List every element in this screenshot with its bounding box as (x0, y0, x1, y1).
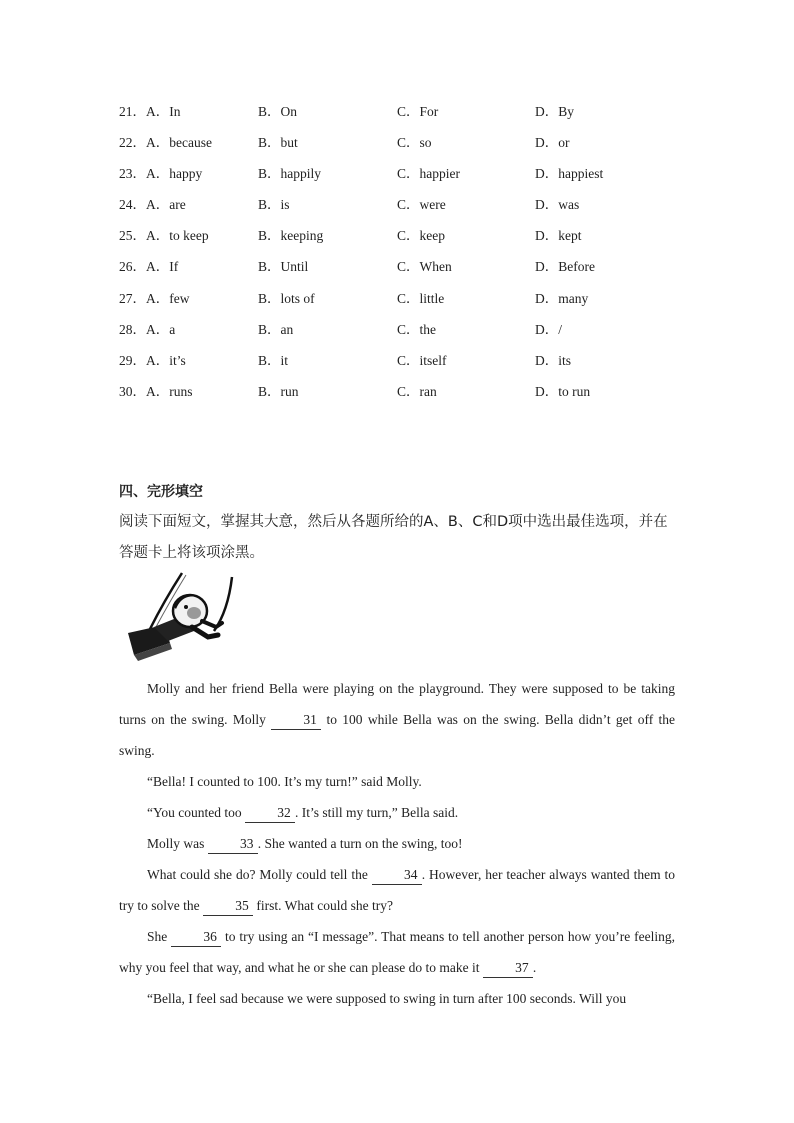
passage-paragraph: “You counted too 32 . It’s still my turn,” Bella said. (119, 797, 675, 828)
option-b: B．it (258, 352, 289, 368)
option-a: 25．A．to keep (119, 228, 209, 244)
options-table (119, 102, 679, 413)
blank-35[interactable]: 35 (203, 897, 253, 916)
passage-paragraph: She 36 to try using an “I message”. That means to tell another person how you’re feeling, why you feel that way, and what he or she can please do to make it 37 . (119, 921, 675, 983)
option-c: C．For (397, 104, 439, 119)
blank-32[interactable]: 32 (245, 804, 295, 823)
section-instruction: 阅读下面短文，掌握其大意，然后从各题所给的A、B、C和D项中选出最佳选项，并在答题卡上将该项涂黑。 (119, 514, 668, 561)
option-d: D．to run (535, 383, 591, 399)
blank-36[interactable]: 36 (171, 928, 221, 947)
option-a: 30．A．runs (119, 383, 193, 399)
option-d: D．its (535, 352, 572, 368)
option-row (119, 257, 679, 288)
option-c: C．little (397, 290, 445, 306)
option-b: B．run (258, 383, 299, 399)
option-d: D．was (535, 197, 580, 213)
option-row (119, 133, 679, 164)
passage-paragraph: Molly and her friend Bella were playing on the playground. They were supposed to be taking turns on the swing. Molly 31 to 100 while Bella was on the swing. Bella didn’t get off the swing. (119, 681, 675, 758)
option-b: B．On (258, 104, 298, 119)
blank-31[interactable]: 31 (271, 711, 321, 730)
option-row (119, 289, 679, 320)
option-c: C．so (397, 135, 432, 151)
option-b: B．happily (258, 166, 321, 182)
option-c: C．itself (397, 352, 447, 368)
swing-illustration (124, 571, 234, 663)
option-row (119, 102, 679, 133)
option-c: C．were (397, 197, 446, 213)
passage-paragraph: “Bella! I counted to 100. It’s my turn!” said Molly. (147, 774, 422, 789)
passage-paragraph: What could she do? Molly could tell the 34 . However, her teacher always wanted them to try to solve the 35 first. What could she try? (119, 859, 675, 921)
option-a: 29．A．it’s (119, 352, 186, 368)
option-c: C．keep (397, 228, 445, 244)
option-d: D．kept (535, 228, 582, 244)
option-b: B．lots of (258, 290, 315, 306)
option-a: 22．A．because (119, 135, 212, 151)
option-row (119, 351, 679, 382)
passage (119, 673, 675, 1014)
option-c: C．ran (397, 383, 437, 399)
option-row (119, 382, 679, 413)
option-a: 27．A．few (119, 290, 190, 306)
option-row (119, 226, 679, 257)
option-d: D．By (535, 104, 575, 119)
option-b: B．an (258, 321, 294, 337)
option-c: C．the (397, 321, 436, 337)
option-a: 26．A．If (119, 259, 179, 275)
option-row (119, 195, 679, 226)
passage-paragraph: “Bella, I feel sad because we were supposed to swing in turn after 100 seconds. Will you (147, 991, 627, 1006)
option-c: C．happier (397, 166, 460, 182)
blank-37[interactable]: 37 (483, 959, 533, 978)
option-b: B．is (258, 197, 290, 213)
option-d: D．or (535, 135, 570, 151)
option-a: 28．A．a (119, 321, 176, 337)
option-d: D．/ (535, 321, 562, 337)
option-d: D．happiest (535, 166, 604, 182)
option-c: C．When (397, 259, 452, 275)
option-d: D．many (535, 290, 589, 306)
option-b: B．keeping (258, 228, 324, 244)
option-a: 24．A．are (119, 197, 186, 213)
option-b: B．Until (258, 259, 309, 275)
section-title: 四、完形填空 (119, 484, 203, 500)
option-b: B．but (258, 135, 298, 151)
option-d: D．Before (535, 259, 595, 275)
option-a: 21．A．In (119, 104, 181, 119)
option-a: 23．A．happy (119, 166, 203, 182)
passage-paragraph: Molly was 33 . She wanted a turn on the swing, too! (119, 828, 675, 859)
option-row (119, 164, 679, 195)
blank-34[interactable]: 34 (372, 866, 422, 885)
blank-33[interactable]: 33 (208, 835, 258, 854)
option-row (119, 320, 679, 351)
